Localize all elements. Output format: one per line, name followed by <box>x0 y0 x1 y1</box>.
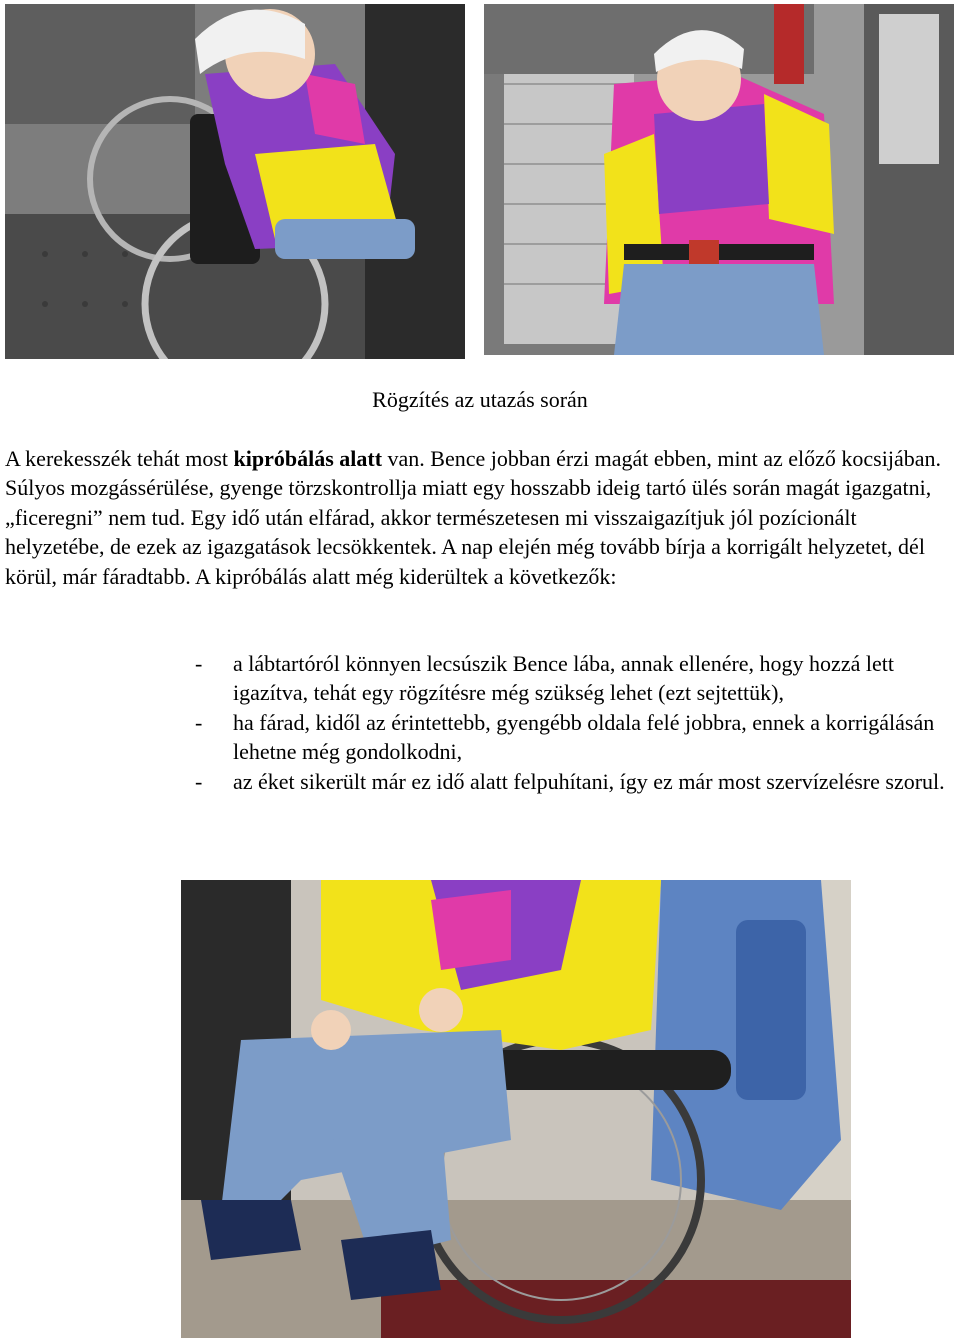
photo-wheelchair-secured-right <box>484 4 954 355</box>
findings-list <box>195 649 960 796</box>
list-item <box>195 708 960 767</box>
list-item-text: az éket sikerült már ez idő alatt felpuhítani, így ez már most szervízelésre szorul. <box>233 768 945 794</box>
list-item <box>195 649 960 708</box>
paragraph-emphasis: kipróbálás alatt <box>233 446 383 471</box>
photo-wheelchair-in-van-left <box>5 4 465 359</box>
bullet-dash: - <box>195 651 203 676</box>
bullet-dash: - <box>195 709 203 735</box>
paragraph-text-start: A kerekesszék tehát most <box>5 446 234 471</box>
paragraph-text-rest: van. Bence jobban érzi magát ebben, mint az előző kocsijában. Súlyos mozgássérülése, gyenge törzskontrollja miatt egy hosszabb ideig tartó ülés során magát igazgatni, „ficeregni” nem tud. Egy idő után elfárad, akkor természetesen mi visszaigazítjuk jól pozícionált helyzetébe, de ezek az igazgatások lecsökkentek. A nap elején még tovább bírja a korrigált helyzetet, dél körül, már fáradtabb. A kipróbálás alatt még kiderültek a következők: <box>5 446 941 589</box>
photo-caption: Rögzítés az utazás során <box>372 387 588 412</box>
bullet-dash: - <box>195 768 203 794</box>
list-item-text: ha fárad, kidől az érintettebb, gyengébb oldala felé jobbra, ennek a korrigálásán lehetne még gondolkodni, <box>233 709 935 765</box>
list-item-text: a lábtartóról könnyen lecsúszik Bence lába, annak ellenére, hogy hozzá lett igazítva, tehát egy rögzítésre még szükség lehet (ezt sejtettük), <box>233 651 894 706</box>
list-item <box>195 767 960 796</box>
photo-wheelchair-closeup <box>181 880 851 1338</box>
body-paragraph <box>5 444 953 591</box>
